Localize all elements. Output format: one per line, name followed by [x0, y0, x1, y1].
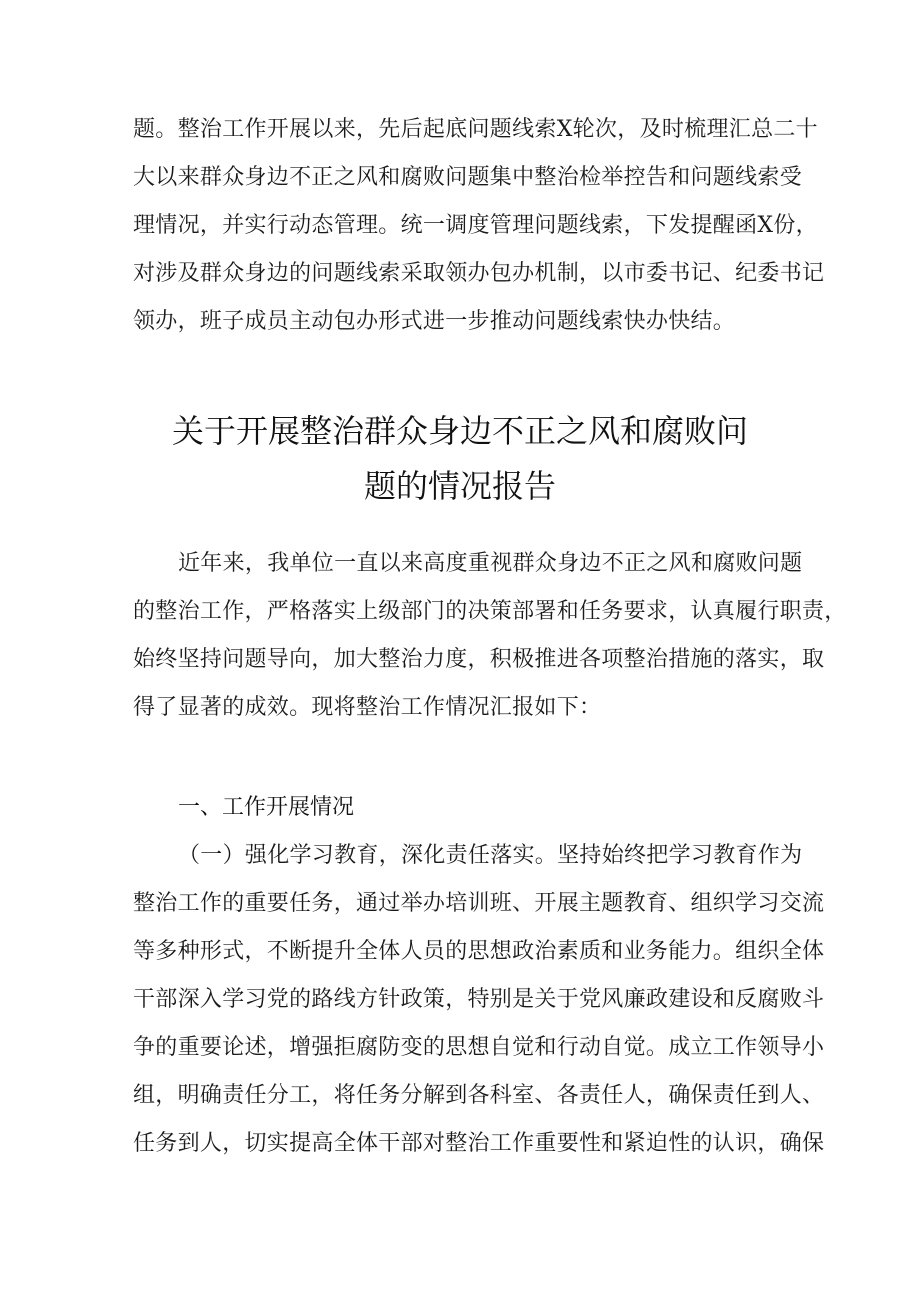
paragraph-line: （一）强化学习教育，深化责任落实。坚持始终把学习教育作为 — [178, 843, 803, 868]
paragraph-line: 整治工作的重要任务，通过举办培训班、开展主题教育、组织学习交流 — [133, 891, 825, 916]
intro-paragraph — [133, 540, 847, 732]
section1-paragraph — [133, 832, 825, 1168]
paragraph-line: 争的重要论述，增强拒腐防变的思想自觉和行动自觉。成立工作领导小 — [133, 1035, 825, 1060]
paragraph-line: 组，明确责任分工，将任务分解到各科室、各责任人，确保责任到人、 — [133, 1083, 825, 1108]
report-title-line-2: 题的情况报告 — [363, 467, 556, 505]
report-title-line-1: 关于开展整治群众身边不正之风和腐败问 — [171, 412, 748, 450]
paragraph-top — [133, 106, 825, 346]
paragraph-line: 干部深入学习党的路线方针政策，特别是关于党风廉政建设和反腐败斗 — [133, 987, 825, 1012]
paragraph-line: 理情况，并实行动态管理。统一调度管理问题线索，下发提醒函X份， — [133, 213, 818, 238]
paragraph-line: 近年来，我单位一直以来高度重视群众身边不正之风和腐败问题 — [178, 551, 803, 576]
paragraph-line: 对涉及群众身边的问题线索采取领办包办机制，以市委书记、纪委书记 — [133, 261, 825, 286]
paragraph-line: 领办，班子成员主动包办形式进一步推动问题线索快办快结。 — [133, 309, 736, 334]
report-title — [120, 404, 800, 514]
paragraph-line: 大以来群众身边不正之风和腐败问题集中整治检举控告和问题线索受 — [133, 165, 803, 190]
paragraph-line: 等多种形式，不断提升全体人员的思想政治素质和业务能力。组织全体 — [133, 939, 825, 964]
paragraph-line: 题。整治工作开展以来，先后起底问题线索X轮次，及时梳理汇总二十 — [133, 117, 818, 142]
paragraph-line: 始终坚持问题导向，加大整治力度，积极推进各项整治措施的落实，取 — [133, 647, 825, 672]
paragraph-line: 得了显著的成效。现将整治工作情况汇报如下： — [133, 695, 602, 720]
section-heading-1: 一、工作开展情况 — [178, 795, 355, 820]
paragraph-line: 任务到人，切实提高全体干部对整治工作重要性和紧迫性的认识，确保 — [133, 1131, 825, 1156]
paragraph-line: 的整治工作，严格落实上级部门的决策部署和任务要求，认真履行职责， — [133, 599, 847, 624]
